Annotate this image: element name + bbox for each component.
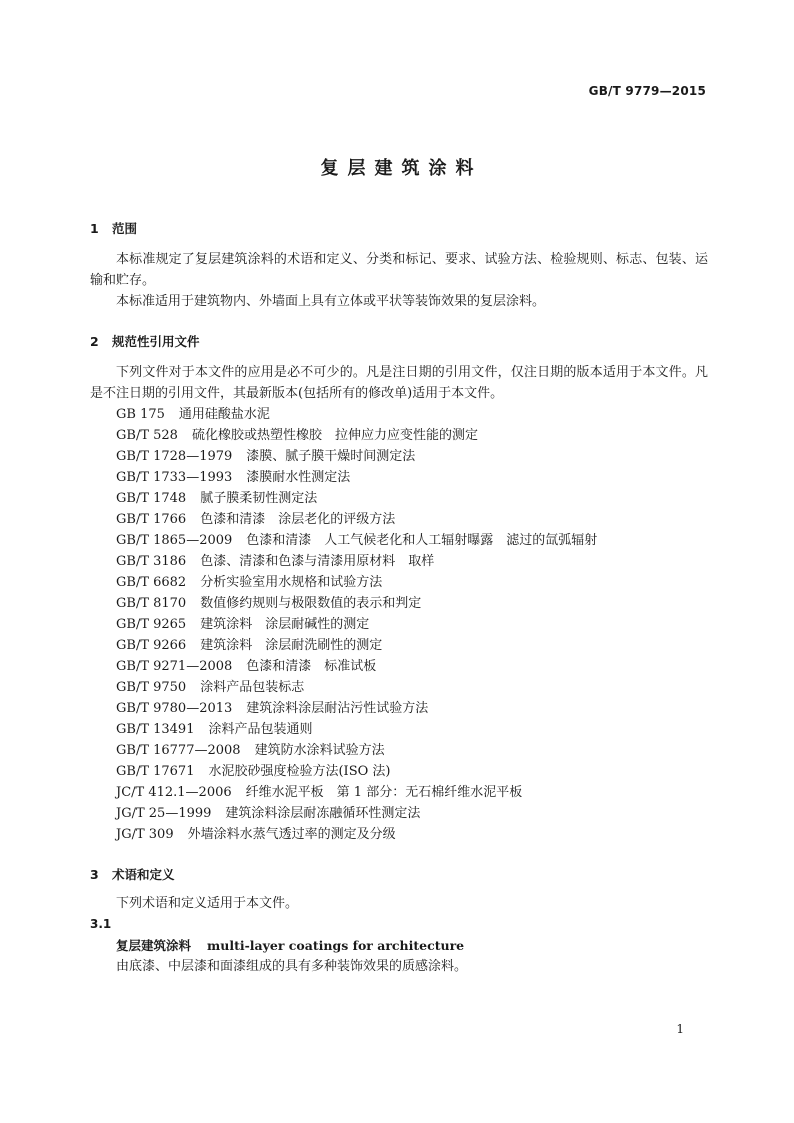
section-title: 术语和定义 (112, 867, 175, 882)
reference-code: JC/T 412.1—2006 (116, 785, 232, 800)
terms-intro: 下列术语和定义适用于本文件。 (116, 896, 299, 911)
reference-title: 数值修约规则与极限数值的表示和判定 (200, 596, 422, 611)
reference-code: GB 175 (116, 407, 165, 422)
section-number: 3 (90, 867, 99, 882)
standard-code: GB/T 9779—2015 (588, 84, 706, 98)
reference-title: 建筑涂料涂层耐沾污性试验方法 (246, 701, 429, 716)
reference-code: GB/T 1865—2009 (116, 533, 233, 548)
reference-item (90, 467, 708, 488)
reference-code: GB/T 9266 (116, 638, 187, 653)
reference-code: GB/T 1733—1993 (116, 470, 233, 485)
reference-code: JG/T 25—1999 (116, 806, 212, 821)
reference-title: 建筑涂料涂层耐冻融循环性测定法 (225, 806, 421, 821)
reference-item (90, 740, 708, 761)
reference-title: 漆膜、腻子膜干燥时间测定法 (246, 449, 416, 464)
reference-title: 涂料产品包装标志 (200, 680, 305, 695)
reference-item (90, 551, 708, 572)
reference-title: 腻子膜柔韧性测定法 (200, 491, 318, 506)
term-english: multi-layer coatings for architecture (207, 938, 465, 953)
reference-code: JG/T 309 (116, 827, 174, 842)
reference-title: 分析实验室用水规格和试验方法 (200, 575, 383, 590)
reference-title: 漆膜耐水性测定法 (246, 470, 351, 485)
section-title: 规范性引用文件 (112, 334, 200, 349)
section-heading-references (90, 331, 708, 352)
reference-code: GB/T 8170 (116, 596, 187, 611)
term-definition: 由底漆、中层漆和面漆组成的具有多种装饰效果的质感涂料。 (116, 959, 468, 974)
reference-title: 色漆和清漆 标准试板 (246, 659, 377, 674)
reference-title: 建筑涂料 涂层耐碱性的测定 (200, 617, 370, 632)
reference-item (90, 635, 708, 656)
reference-title: 建筑涂料 涂层耐洗刷性的测定 (200, 638, 383, 653)
reference-code: GB/T 9265 (116, 617, 187, 632)
reference-item (90, 614, 708, 635)
reference-code: GB/T 9780—2013 (116, 701, 233, 716)
reference-code: GB/T 3186 (116, 554, 187, 569)
reference-title: 色漆和清漆 人工气候老化和人工辐射曝露 滤过的氙弧辐射 (246, 533, 598, 548)
reference-item (90, 824, 708, 845)
section-number: 2 (90, 334, 99, 349)
reference-code: GB/T 9750 (116, 680, 187, 695)
reference-title: 建筑防水涂料试验方法 (254, 743, 385, 758)
reference-item (90, 761, 708, 782)
reference-item (90, 656, 708, 677)
scope-paragraph: 本标准规定了复层建筑涂料的术语和定义、分类和标记、要求、试验方法、检验规则、标志、包装、运输和贮存。 (90, 252, 708, 288)
reference-item (90, 572, 708, 593)
reference-item (90, 530, 708, 551)
reference-title: 纤维水泥平板 第 1 部分：无石棉纤维水泥平板 (245, 785, 523, 800)
document-body (90, 218, 708, 977)
reference-list (90, 404, 708, 845)
reference-code: GB/T 13491 (116, 722, 195, 737)
reference-title: 色漆、清漆和色漆与清漆用原材料 取样 (200, 554, 435, 569)
reference-title: 色漆和清漆 涂层老化的评级方法 (200, 512, 396, 527)
reference-code: GB/T 1766 (116, 512, 187, 527)
reference-title: 外墙涂料水蒸气透过率的测定及分级 (187, 827, 396, 842)
reference-code: GB/T 9271—2008 (116, 659, 233, 674)
reference-title: 水泥胶砂强度检验方法(ISO 法) (208, 764, 391, 779)
reference-code: GB/T 528 (116, 428, 178, 443)
reference-item (90, 719, 708, 740)
references-intro: 下列文件对于本文件的应用是必不可少的。凡是注日期的引用文件，仅注日期的版本适用于本文件。凡是不注日期的引用文件，其最新版本(包括所有的修改单)适用于本文件。 (90, 365, 708, 401)
reference-item (90, 404, 708, 425)
reference-item (90, 803, 708, 824)
section-heading-terms (90, 864, 708, 885)
section-heading-scope (90, 218, 708, 239)
page-title: 复层建筑涂料 (320, 158, 483, 179)
term-entry (90, 935, 708, 956)
page-number: 1 (676, 1022, 684, 1036)
reference-code: GB/T 17671 (116, 764, 195, 779)
reference-code: GB/T 16777—2008 (116, 743, 241, 758)
reference-title: 通用硅酸盐水泥 (178, 407, 270, 422)
reference-item (90, 698, 708, 719)
reference-item (90, 488, 708, 509)
reference-title: 硫化橡胶或热塑性橡胶 拉伸应力应变性能的测定 (191, 428, 478, 443)
clause-number: 3.1 (90, 917, 112, 931)
reference-item (90, 593, 708, 614)
reference-title: 涂料产品包装通则 (208, 722, 313, 737)
reference-item (90, 677, 708, 698)
reference-item (90, 446, 708, 467)
section-title: 范围 (112, 221, 138, 236)
reference-code: GB/T 1748 (116, 491, 187, 506)
reference-item (90, 425, 708, 446)
reference-item (90, 782, 708, 803)
scope-paragraph: 本标准适用于建筑物内、外墙面上具有立体或平状等装饰效果的复层涂料。 (116, 294, 546, 309)
reference-code: GB/T 6682 (116, 575, 187, 590)
reference-item (90, 509, 708, 530)
section-number: 1 (90, 221, 99, 236)
reference-code: GB/T 1728—1979 (116, 449, 233, 464)
term-chinese: 复层建筑涂料 (116, 938, 192, 953)
